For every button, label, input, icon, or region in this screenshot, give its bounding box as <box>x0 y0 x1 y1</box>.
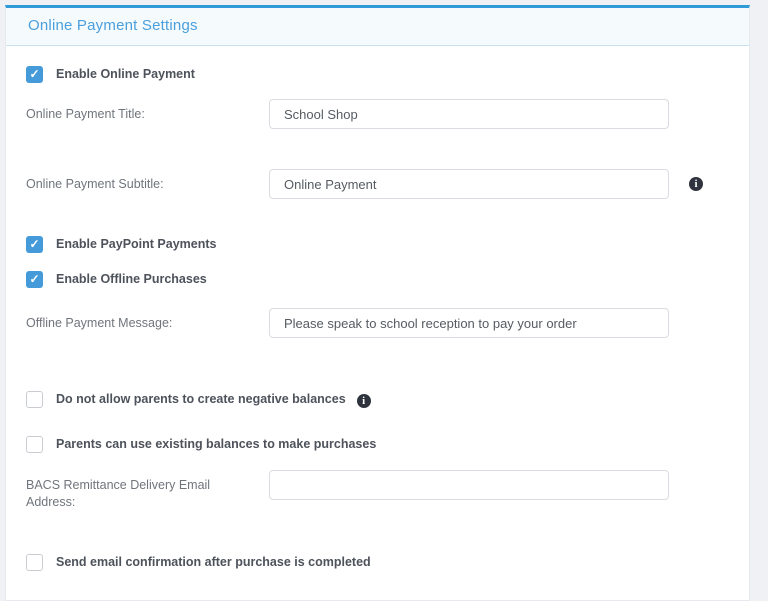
enable-paypoint-label: Enable PayPoint Payments <box>56 237 217 251</box>
online-payment-settings-panel <box>5 5 750 601</box>
offline-message-input[interactable] <box>269 308 669 338</box>
page-title: Online Payment Settings <box>28 17 198 34</box>
use-existing-balances-checkbox[interactable] <box>26 436 43 453</box>
enable-online-payment-checkbox[interactable] <box>26 66 43 83</box>
bacs-email-input[interactable] <box>269 470 669 500</box>
send-email-confirmation-checkbox[interactable] <box>26 554 43 571</box>
checkmark-icon: ✓ <box>29 272 40 286</box>
offline-message-row <box>26 308 729 338</box>
panel-body <box>6 46 749 600</box>
checkmark-icon: ✓ <box>29 237 40 251</box>
online-payment-title-row <box>26 99 729 129</box>
enable-offline-row <box>26 271 729 288</box>
info-icon[interactable]: i <box>357 394 371 408</box>
no-negative-balances-label <box>56 391 371 408</box>
bacs-email-label: BACS Remittance Delivery Email Address: <box>26 478 211 509</box>
offline-message-label: Offline Payment Message: <box>26 316 173 330</box>
send-email-confirmation-row <box>26 554 729 571</box>
online-payment-subtitle-input[interactable] <box>269 169 669 199</box>
enable-online-payment-row <box>26 66 729 83</box>
no-negative-balances-row <box>26 391 729 408</box>
use-existing-balances-row <box>26 436 729 453</box>
send-email-confirmation-label: Send email confirmation after purchase is completed <box>56 555 371 569</box>
enable-online-payment-label: Enable Online Payment <box>56 67 195 81</box>
enable-paypoint-row <box>26 236 729 253</box>
enable-offline-checkbox[interactable] <box>26 271 43 288</box>
online-payment-subtitle-row <box>26 169 729 199</box>
enable-offline-label: Enable Offline Purchases <box>56 272 207 286</box>
info-icon[interactable]: i <box>689 177 703 191</box>
bacs-email-row <box>26 470 729 511</box>
enable-paypoint-checkbox[interactable] <box>26 236 43 253</box>
online-payment-title-input[interactable] <box>269 99 669 129</box>
online-payment-title-label: Online Payment Title: <box>26 107 145 121</box>
no-negative-balances-checkbox[interactable] <box>26 391 43 408</box>
no-negative-balances-text: Do not allow parents to create negative balances <box>56 392 346 406</box>
checkmark-icon: ✓ <box>29 67 40 81</box>
use-existing-balances-label: Parents can use existing balances to make purchases <box>56 437 377 451</box>
panel-header <box>6 8 749 46</box>
online-payment-subtitle-label: Online Payment Subtitle: <box>26 177 164 191</box>
